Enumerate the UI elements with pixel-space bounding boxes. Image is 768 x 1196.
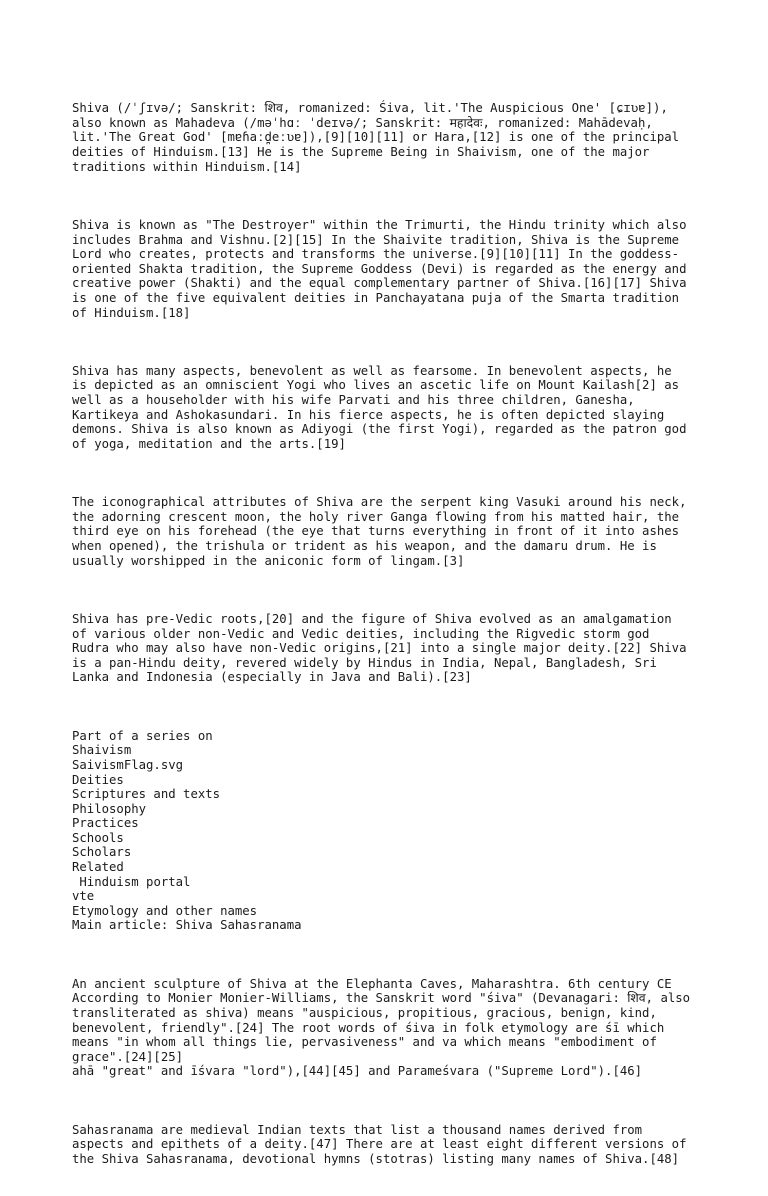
series-navbox-text: Part of a series on Shaivism SaivismFlag.svg Deities Scriptures and texts Philosophy Practices Schools Scholars Related Hinduism portal vte Etymology and other names Main article: Shiva Sahasranama	[72, 728, 302, 933]
paragraph-trimurti: Shiva is known as "The Destroyer" within the Trimurti, the Hindu trinity which also includes Brahma and Vishnu.[2][15] In the Shaivite tradition, Shiva is the Supreme Lord who creates, protects and transforms the universe.[9][10][11] In the goddess- oriented Shakta tradition, the Supreme Goddess (Devi) is regarded as the energy and creative power (Shakti) and the equal complementary partner of Shiva.[16][17] Shiva is one of the five equivalent deities in Panchayatana puja of the Smarta tradition of Hinduism.[18]	[72, 217, 687, 320]
paragraph-origins: Shiva has pre-Vedic roots,[20] and the figure of Shiva evolved as an amalgamation of various older non-Vedic and Vedic deities, including the Rigvedic storm god Rudra who may also have non-Vedic origins,[21] into a single major deity.[22] Shiva is a pan-Hindu deity, revered widely by Hindus in India, Nepal, Bangladesh, Sri Lanka and Indonesia (especially in Java and Bali).[23]	[72, 611, 687, 685]
paragraph-etymology: An ancient sculpture of Shiva at the Elephanta Caves, Maharashtra. 6th century CE According to Monier Monier-Williams, the Sanskrit word "śiva" (Devanagari: शिव, also transliterated as shiva) means "auspicious, propitious, gracious, benign, kind, benevolent, friendly".[24] The root words of śiva in folk etymology are śī which means "in whom all things lie, pervasiveness" and va which means "embodiment of grace".[24][25] ahā "great" and īśvara "lord"),[44][45] and Parameśvara ("Supreme Lord").[46]	[72, 976, 691, 1079]
paragraph-sahasranama: Sahasranama are medieval Indian texts that list a thousand names derived from aspects and epithets of a deity.[47] There are at least eight different versions of the Shiva Sahasranama, devotional hymns (stotras) listing many names of Shiva.[48]	[72, 1122, 687, 1166]
paragraph-intro: Shiva (/ˈʃɪvə/; Sanskrit: शिव, romanized: Śiva, lit.'The Auspicious One' [ɕɪʋɐ]), also known as Mahadeva (/məˈhɑː ˈdeɪvə/; Sanskrit: महादेवः, romanized: Mahādevaḥ, lit.'The Great God' [mɐɦaːd̪eːʋɐ]),[9][10][11] or Hara,[12] is one of the principal deities of Hinduism.[13] He is the Supreme Being in Shaivism, one of the major traditions within Hinduism.[14]	[72, 101, 680, 174]
paragraph-iconography: The iconographical attributes of Shiva are the serpent king Vasuki around his neck, the adorning crescent moon, the holy river Ganga flowing from his matted hair, the third eye on his forehead (the eye that turns everything in front of it into ashes when opened), the trishula or trident as his weapon, and the damaru drum. He is usually worshipped in the aniconic form of lingam.[3]	[72, 495, 687, 568]
paragraph-aspects: Shiva has many aspects, benevolent as well as fearsome. In benevolent aspects, he is depicted as an omniscient Yogi who lives an ascetic life on Mount Kailash[2] as well as a householder with his wife Parvati and his three children, Ganesha, Kartikeya and Ashokasundari. In his fierce aspects, he is often depicted slaying demons. Shiva is also known as Adiyogi (the first Yogi), regarded as the patron god of yoga, meditation and the arts.[19]	[72, 363, 687, 451]
